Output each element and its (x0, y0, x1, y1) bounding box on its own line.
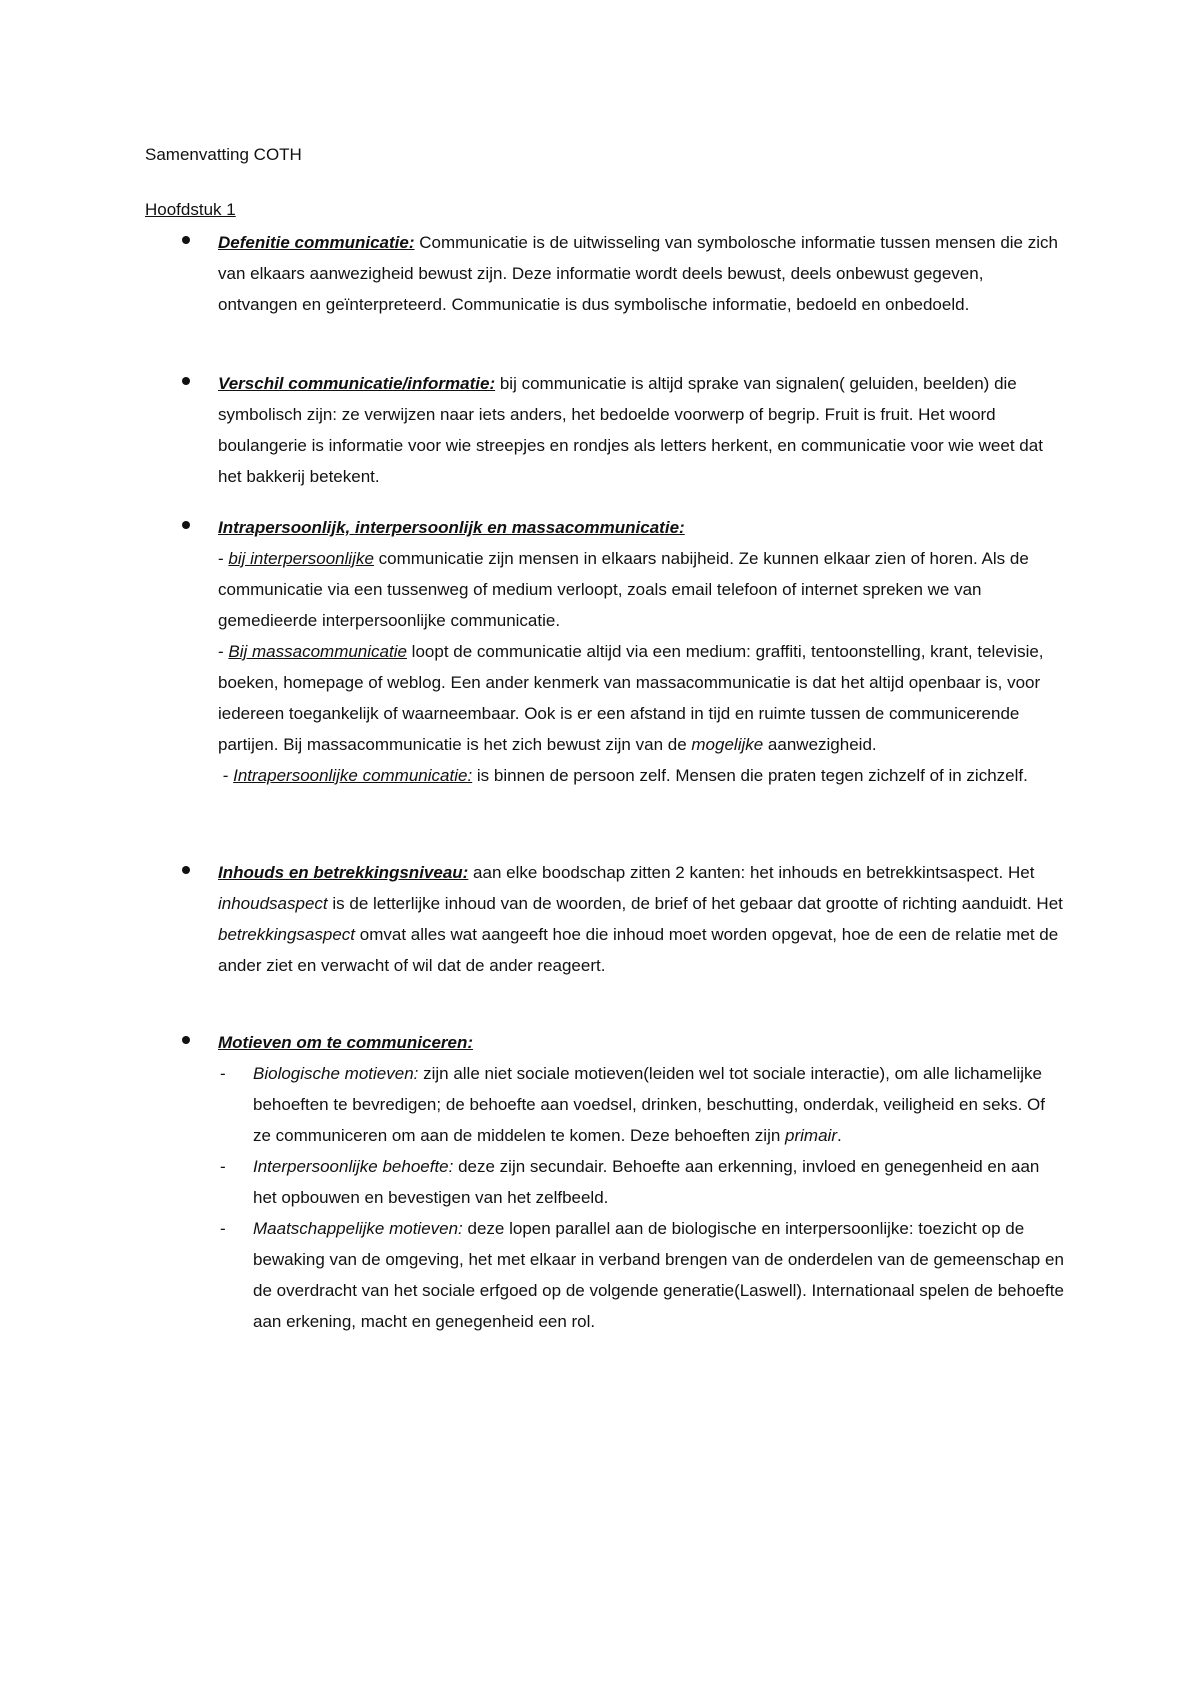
section-term: Defenitie communicatie: (218, 233, 415, 252)
item-text: deze lopen parallel aan de biologische en interpersoonlijke: toezicht op de bewaking van de omgeving, het met elkaar in verband brengen van de onderdelen van de gemeenschap en de overdracht van het sociale erfgoed op de volgende generatie(Laswell). Internationaal spelen de behoefte aan erkening, macht en genegenheid een rol. (253, 1219, 1064, 1331)
item-text-end: . (836, 1126, 842, 1145)
item-term: Maatschappelijke motieven: (253, 1219, 463, 1238)
section-verschil (185, 368, 1065, 492)
emphasis: mogelijke (691, 735, 764, 754)
dash-marker: - (220, 1064, 226, 1083)
paragraph-text: loopt de communicatie altijd via een medium: graffiti, tentoonstelling, krant, televisie, boeken, homepage of weblog. Een ander kenmerk van massacommunicatie is dat het altijd openbaar is, voor iedereen toegankelijk of waarneembaar. Ook is er een afstand in tijd en ruimte tussen de communicerende partijen. Bij massacommunicatie is het zich bewust zijn van de (218, 642, 1044, 754)
paragraph-text: communicatie zijn mensen in elkaars nabijheid. Ze kunnen elkaar zien of horen. Als de communicatie via een tussenweg of medium verloopt, zoals email telefoon of internet spreken we van gemedieerde interpersoonlijke communicatie. (218, 549, 1029, 630)
emphasis: primair (785, 1126, 837, 1145)
motieven-list (218, 1058, 1065, 1337)
section-body (218, 857, 1065, 981)
dash-prefix: - (218, 766, 234, 785)
section-term: Intrapersoonlijk, interpersoonlijk en massacommunicatie: (218, 518, 685, 537)
paragraph-text: is binnen de persoon zelf. Mensen die praten tegen zichzelf of in zichzelf. (472, 766, 1028, 785)
item-text: zijn alle niet sociale motieven(leiden wel tot sociale interactie), om alle lichamelijke behoeften te bevredigen; de behoefte aan voedsel, drinken, beschutting, onderdak, veiligheid en seks. Of ze communiceren om aan de middelen te komen. Deze behoeften zijn (253, 1064, 1045, 1145)
section-text: Communicatie is de uitwisseling van symbolosche informatie tussen mensen die zich van elkaars aanwezigheid bewust zijn. Deze informatie wordt deels bewust, deels onbewust gegeven, ontvangen en geïnterpreteerd. Communicatie is dus symbolische informatie, bedoeld en onbedoeld. (218, 233, 1058, 314)
section-niveaus (185, 857, 1065, 981)
section-motieven (185, 1027, 1065, 1337)
section-body (218, 227, 1065, 320)
bullet-icon (182, 1036, 190, 1044)
list-item (218, 1058, 1065, 1151)
section-term: Motieven om te communiceren: (218, 1033, 474, 1052)
paragraph-massa (218, 636, 1065, 760)
document-title: Samenvatting COTH (145, 145, 302, 164)
section-text: aan elke boodschap zitten 2 kanten: het inhouds en betrekkintsaspect. Het (468, 863, 1035, 882)
bullet-icon (182, 521, 190, 529)
dash-marker: - (220, 1219, 226, 1238)
list-item (218, 1151, 1065, 1213)
dash-prefix: - (218, 642, 229, 661)
section-soorten (185, 512, 1065, 791)
section-text: bij communicatie is altijd sprake van signalen( geluiden, beelden) die symbolisch zijn: ze verwijzen naar iets anders, het bedoelde voorwerp of begrip. Fruit is fruit. Het woord boulangerie is informatie voor wie streepjes en rondjes als letters herkent, en communicatie voor wie weet dat het bakkerij betekent. (218, 374, 1043, 486)
inline-term: Bij massacommunicatie (228, 642, 407, 661)
paragraph-interpersoonlijk (218, 543, 1065, 636)
inline-term: Intrapersoonlijke communicatie: (233, 766, 473, 785)
item-text: deze zijn secundair. Behoefte aan erkenning, invloed en genegenheid en aan het opbouwen en bevestigen van het zelfbeeld. (253, 1157, 1040, 1207)
paragraph-intrapersoonlijk (218, 760, 1065, 791)
item-term: Interpersoonlijke behoefte: (253, 1157, 454, 1176)
list-item (218, 1213, 1065, 1337)
section-term: Verschil communicatie/informatie: (218, 374, 496, 393)
inline-term: bij interpersoonlijke (228, 549, 374, 568)
chapter-heading: Hoofdstuk 1 (145, 200, 236, 219)
section-body (218, 512, 1065, 791)
section-definitie (185, 227, 1065, 320)
section-body (218, 1027, 1065, 1337)
section-text: omvat alles wat aangeeft hoe die inhoud moet worden opgevat, hoe de een de relatie met de ander ziet en verwacht of wil dat de ander reageert. (218, 925, 1059, 975)
item-term: Biologische motieven: (253, 1064, 419, 1083)
section-text: is de letterlijke inhoud van de woorden, de brief of het gebaar dat grootte of richting aanduidt. Het (327, 894, 1063, 913)
dash-marker: - (220, 1157, 226, 1176)
dash-prefix: - (218, 549, 229, 568)
bullet-icon (182, 377, 190, 385)
paragraph-text-end: aanwezigheid. (763, 735, 877, 754)
bullet-icon (182, 236, 190, 244)
bullet-icon (182, 866, 190, 874)
section-term: Inhouds en betrekkingsniveau: (218, 863, 469, 882)
section-body (218, 368, 1065, 492)
emphasis: inhoudsaspect (218, 894, 328, 913)
emphasis: betrekkingsaspect (218, 925, 356, 944)
